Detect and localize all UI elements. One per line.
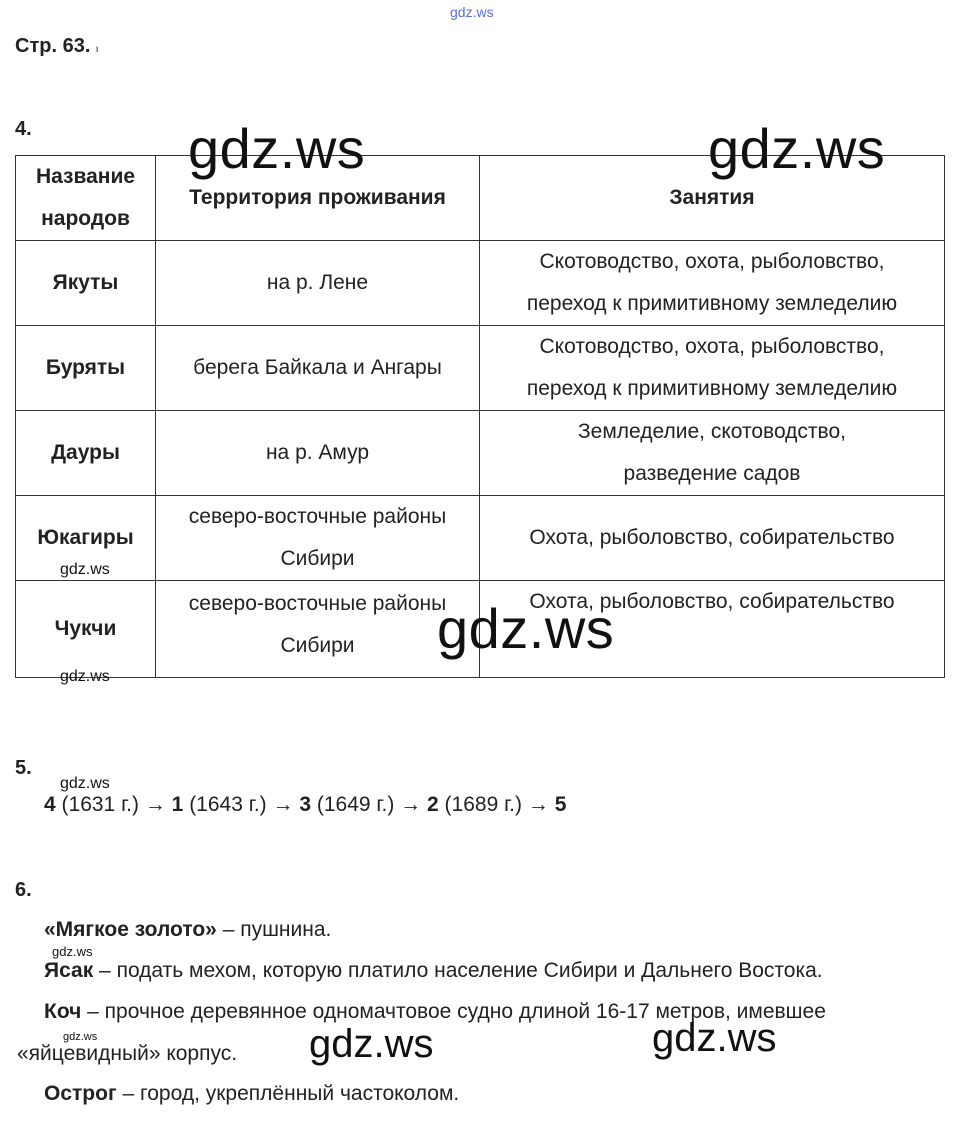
table-row: [16, 411, 945, 496]
page-reference: Стр. 63. ι: [15, 35, 99, 57]
people-name: Чукчи: [16, 581, 156, 678]
territory-cell: на р. Лене: [156, 241, 480, 326]
occupation-cell: Земледелие, скотоводство, разведение садов: [480, 411, 945, 496]
definition: Ясак – подать мехом, которую платило население Сибири и Дальнего Востока.: [44, 959, 823, 982]
chronology-sequence: 4 (1631 г.) → 1 (1643 г.) → 3 (1649 г.) → 2 (1689 г.) → 5: [44, 793, 567, 816]
territory-cell: на р. Амур: [156, 411, 480, 496]
watermark: gdz.ws: [309, 1022, 434, 1066]
people-name: Дауры: [16, 411, 156, 496]
occupation-cell: Охота, рыболовство, собирательство: [480, 581, 945, 678]
watermark: gdz.ws: [63, 1031, 98, 1043]
watermark: gdz.ws: [437, 597, 615, 660]
watermark: gdz.ws: [60, 561, 110, 578]
watermark: gdz.ws: [652, 1016, 777, 1060]
task-4-number: 4.: [15, 118, 32, 140]
task-5-number: 5.: [15, 757, 32, 779]
definition-continuation: «яйцевидный» корпус.: [17, 1042, 238, 1065]
header-occupation: Занятия: [480, 156, 945, 241]
header-territory: Территория проживания: [156, 156, 480, 241]
task-6-number: 6.: [15, 879, 32, 901]
definition: Острог – город, укреплённый частоколом.: [44, 1082, 460, 1105]
watermark: gdz.ws: [52, 944, 93, 959]
people-name: Якуты: [16, 241, 156, 326]
watermark: gdz.ws: [708, 117, 886, 180]
header-name: Название народов: [16, 156, 156, 241]
occupation-cell: Скотоводство, охота, рыболовство, переход к примитивному земледелию: [480, 241, 945, 326]
definition: «Мягкое золото» – пушнина.: [44, 918, 332, 941]
table-row: [16, 241, 945, 326]
territory-cell: северо-восточные районы Сибири: [156, 581, 480, 678]
table-row: [16, 326, 945, 411]
people-name: Юкагиры: [16, 496, 156, 581]
watermark: gdz.ws: [60, 775, 110, 792]
watermark: gdz.ws: [60, 668, 110, 685]
occupation-cell: Охота, рыболовство, собирательство: [480, 496, 945, 581]
territory-cell: берега Байкала и Ангары: [156, 326, 480, 411]
territory-cell: северо-восточные районы Сибири: [156, 496, 480, 581]
top-watermark: gdz.ws: [450, 4, 494, 20]
watermark: gdz.ws: [188, 117, 366, 180]
occupation-cell: Скотоводство, охота, рыболовство, переход к примитивному земледелию: [480, 326, 945, 411]
people-name: Буряты: [16, 326, 156, 411]
table-row: [16, 496, 945, 581]
definition: Коч – прочное деревянное одномачтовое судно длиной 16-17 метров, имевшее: [44, 1000, 826, 1023]
